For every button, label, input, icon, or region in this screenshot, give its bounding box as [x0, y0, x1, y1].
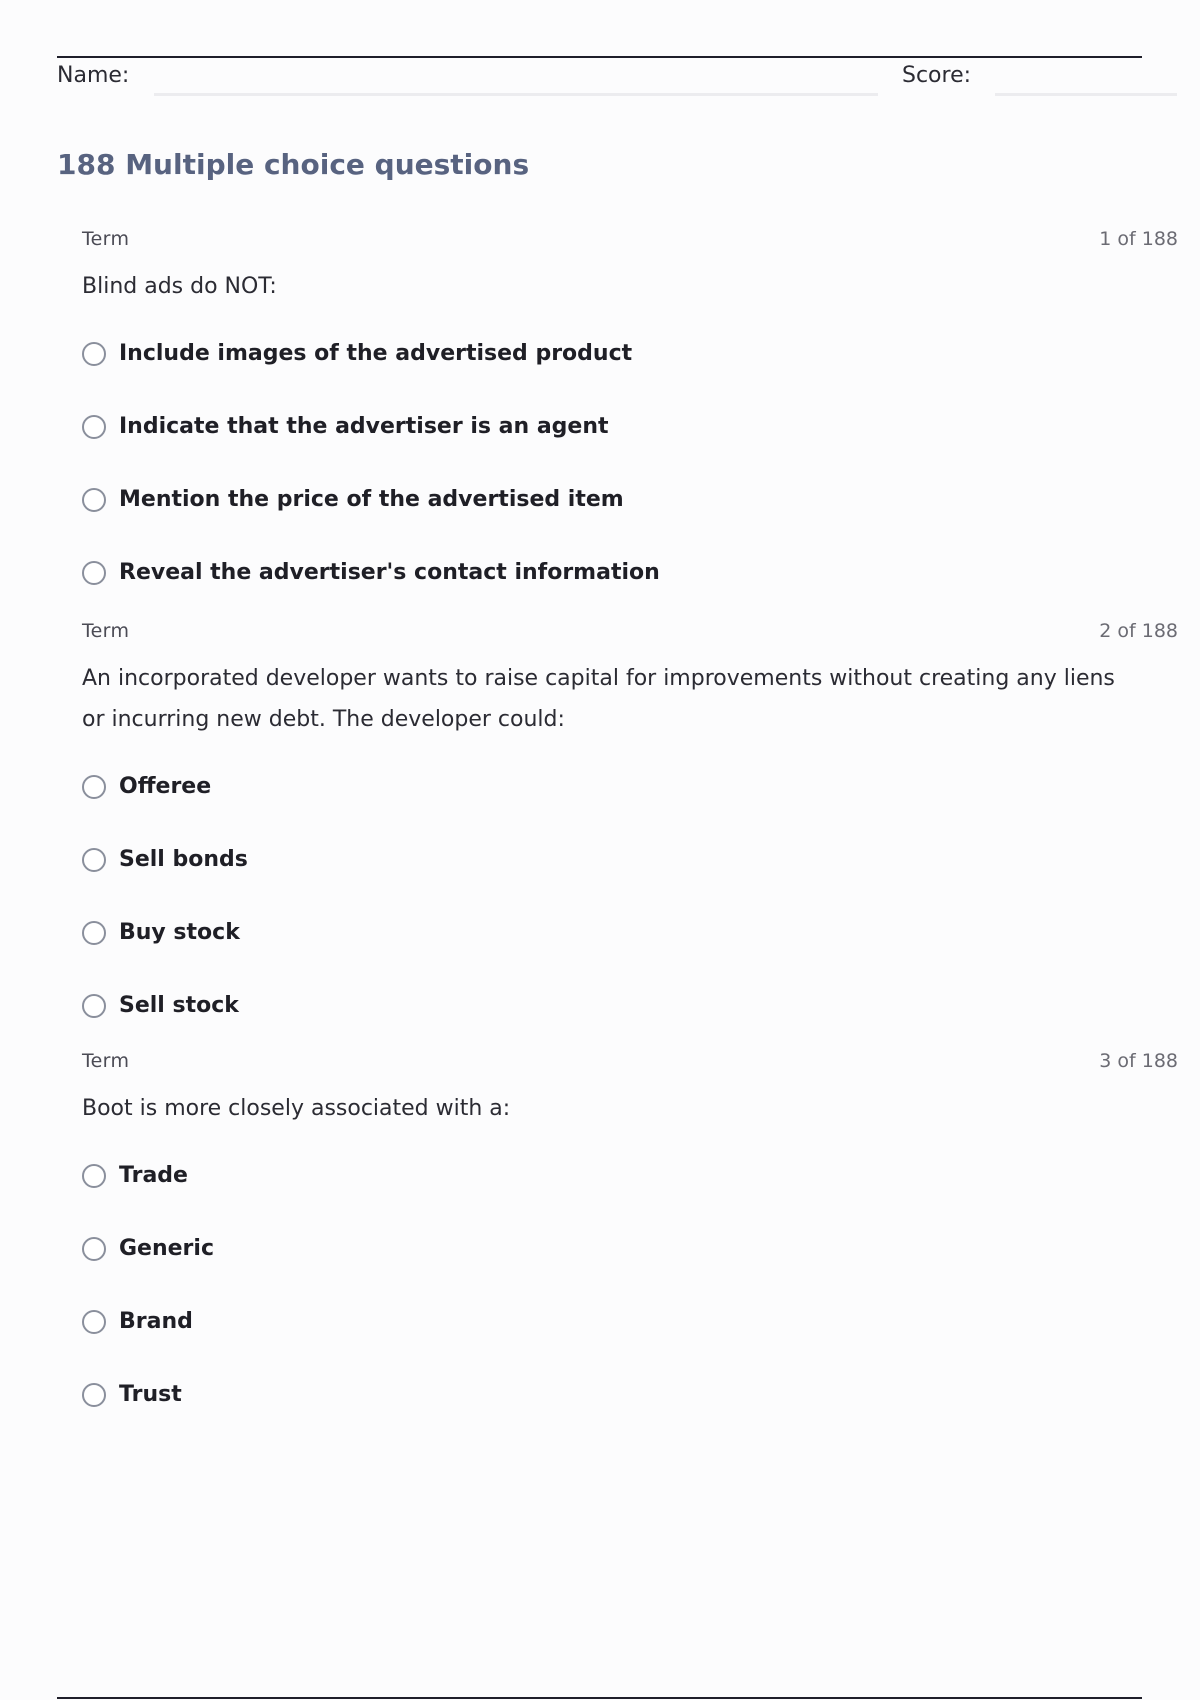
question-card	[82, 228, 1178, 609]
answer-options	[82, 1139, 1178, 1431]
term-label: Term	[82, 620, 130, 642]
question-counter: 3 of 188	[1099, 1050, 1178, 1072]
option-label: Include images of the advertised product	[119, 341, 633, 366]
score-label: Score:	[902, 63, 972, 88]
score-field[interactable]	[995, 93, 1177, 96]
radio-button-icon[interactable]	[82, 848, 106, 872]
radio-button-icon[interactable]	[82, 921, 106, 945]
answer-option[interactable]	[82, 1139, 1178, 1212]
question-counter: 2 of 188	[1099, 620, 1178, 642]
option-label: Generic	[119, 1236, 214, 1261]
answer-option[interactable]	[82, 536, 1178, 609]
question-header	[82, 620, 1178, 650]
page-title: 188 Multiple choice questions	[57, 148, 530, 181]
answer-option[interactable]	[82, 1358, 1178, 1431]
radio-button-icon[interactable]	[82, 994, 106, 1018]
radio-button-icon[interactable]	[82, 342, 106, 366]
question-card	[82, 620, 1178, 1042]
option-label: Sell bonds	[119, 847, 248, 872]
bottom-divider	[57, 1697, 1142, 1699]
question-text: Blind ads do NOT:	[82, 274, 277, 299]
answer-option[interactable]	[82, 896, 1178, 969]
answer-options	[82, 750, 1178, 1042]
question-counter: 1 of 188	[1099, 228, 1178, 250]
radio-button-icon[interactable]	[82, 1310, 106, 1334]
term-label: Term	[82, 1050, 130, 1072]
option-label: Trust	[119, 1382, 182, 1407]
top-divider	[57, 56, 1142, 58]
answer-option[interactable]	[82, 317, 1178, 390]
term-label: Term	[82, 228, 130, 250]
option-label: Mention the price of the advertised item	[119, 487, 624, 512]
radio-button-icon[interactable]	[82, 488, 106, 512]
answer-option[interactable]	[82, 390, 1178, 463]
answer-option[interactable]	[82, 1285, 1178, 1358]
radio-button-icon[interactable]	[82, 775, 106, 799]
option-label: Buy stock	[119, 920, 240, 945]
answer-option[interactable]	[82, 463, 1178, 536]
answer-option[interactable]	[82, 750, 1178, 823]
option-label: Trade	[119, 1163, 188, 1188]
radio-button-icon[interactable]	[82, 1237, 106, 1261]
radio-button-icon[interactable]	[82, 1164, 106, 1188]
question-text: Boot is more closely associated with a:	[82, 1096, 511, 1121]
radio-button-icon[interactable]	[82, 415, 106, 439]
option-label: Reveal the advertiser's contact information	[119, 560, 660, 585]
radio-button-icon[interactable]	[82, 1383, 106, 1407]
name-field[interactable]	[154, 93, 878, 96]
option-label: Brand	[119, 1309, 193, 1334]
option-label: Sell stock	[119, 993, 239, 1018]
option-label: Offeree	[119, 774, 212, 799]
name-label: Name:	[57, 63, 130, 88]
question-card	[82, 1050, 1178, 1431]
radio-button-icon[interactable]	[82, 561, 106, 585]
question-header	[82, 1050, 1178, 1080]
answer-option[interactable]	[82, 969, 1178, 1042]
question-header	[82, 228, 1178, 258]
answer-options	[82, 317, 1178, 609]
answer-option[interactable]	[82, 823, 1178, 896]
question-text: An incorporated developer wants to raise capital for improvements without creating any liens or incurring new debt. The developer could:	[82, 666, 1115, 732]
option-label: Indicate that the advertiser is an agent	[119, 414, 609, 439]
answer-option[interactable]	[82, 1212, 1178, 1285]
